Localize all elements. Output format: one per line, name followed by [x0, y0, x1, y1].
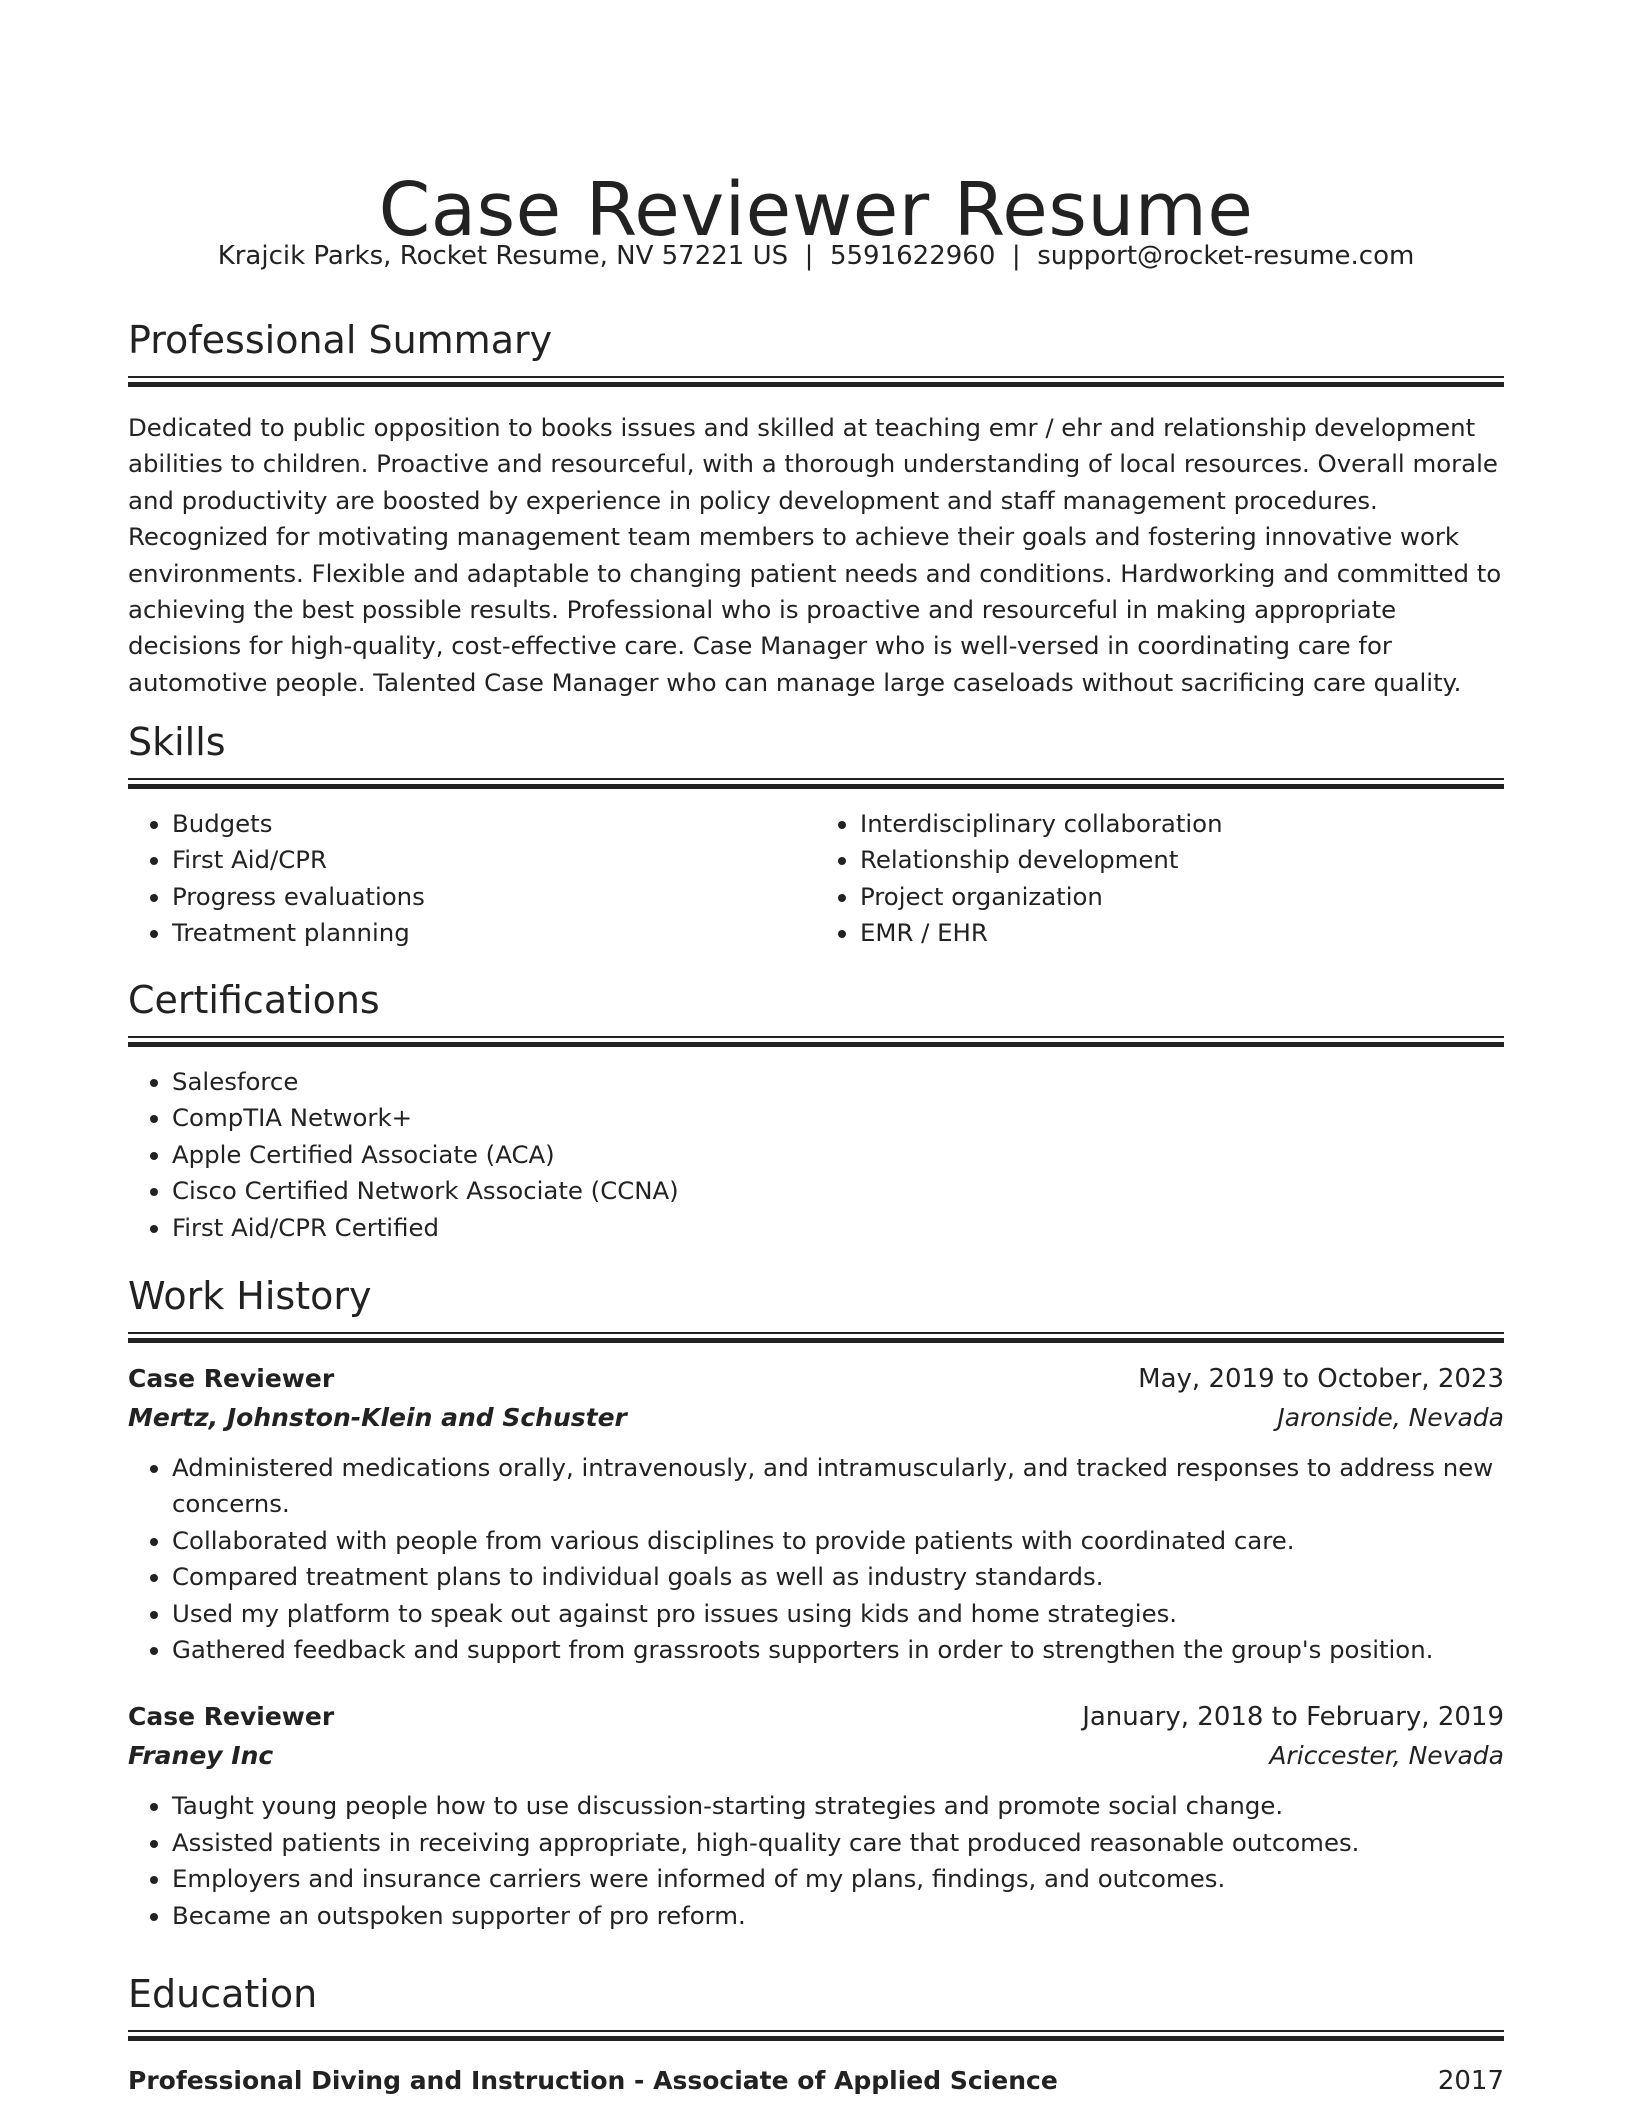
skill-item: • Interdisciplinary collaboration: [860, 806, 1504, 842]
section-summary: [128, 316, 1504, 701]
section-heading-education: Education: [128, 1972, 318, 2016]
summary-text: Dedicated to public opposition to books issues and skilled at teaching emr / ehr and relationship development abilities to children. Proactive and resourceful, with a thorough understanding of local resources. Overall morale and productivity are boosted by experience in policy development and staff management procedures. Recognized for motivating management team members to achieve their goals and fostering innovative work environments. Flexible and adaptable to changing patient needs and conditions. Hardworking and committed to achieving the best possible results. Professional who is proactive and resourceful in making appropriate decisions for high-quality, cost-effective care. Case Manager who is well-versed in coordinating care for automotive people. Talented Case Manager who can manage large caseloads without sacrificing care quality.: [128, 413, 1502, 697]
job-location: Ariccester, Nevada: [1269, 1741, 1504, 1771]
job-duty: • Compared treatment plans to individual goals as well as industry standards.: [172, 1559, 1504, 1595]
education-year: 2017: [1437, 2066, 1504, 2096]
job-duty: • Used my platform to speak out against pro issues using kids and home strategies.: [172, 1596, 1504, 1632]
certification-item: • Apple Certified Associate (ACA): [172, 1137, 1504, 1173]
job-duty: • Became an outspoken supporter of pro reform.: [172, 1898, 1504, 1934]
resume-title: Case Reviewer Resume: [378, 166, 1254, 253]
job-duty: • Administered medications orally, intravenously, and intramuscularly, and tracked responses to address new concerns.: [172, 1450, 1504, 1523]
job-subheader: [128, 1398, 1504, 1438]
job-duty: • Assisted patients in receiving appropriate, high-quality care that produced reasonable outcomes.: [172, 1825, 1504, 1861]
job-company: Mertz, Johnston-Klein and Schuster: [128, 1403, 627, 1432]
job-location: Jaronside, Nevada: [1277, 1403, 1504, 1432]
section-divider: [128, 1036, 1504, 1048]
job-title: Case Reviewer: [128, 1364, 335, 1393]
section-divider: [128, 778, 1504, 790]
skills-grid: [128, 790, 1504, 952]
skill-item: • Project organization: [860, 879, 1504, 915]
section-certifications: [128, 976, 1504, 1246]
job-header: [128, 1698, 1504, 1736]
section-work-history: [128, 1272, 1504, 1934]
skill-item: • Budgets: [172, 806, 816, 842]
section-heading-certifications: Certifications: [128, 978, 380, 1022]
job-duty: • Collaborated with people from various disciplines to provide patients with coordinated care.: [172, 1523, 1504, 1559]
education-degree: Professional Diving and Instruction - Associate of Applied Science: [128, 2066, 1058, 2095]
job-entry: [128, 1360, 1504, 1668]
certifications-list: [128, 1064, 1504, 1246]
section-skills: [128, 718, 1504, 952]
skill-item: • Progress evaluations: [172, 879, 816, 915]
job-dates: January, 2018 to February, 2019: [1082, 1702, 1504, 1733]
certification-item: • First Aid/CPR Certified: [172, 1210, 1504, 1246]
certification-item: • CompTIA Network+: [172, 1100, 1504, 1136]
section-divider: [128, 1332, 1504, 1344]
skill-item: • Treatment planning: [172, 915, 816, 951]
job-company: Franey Inc: [128, 1741, 274, 1771]
section-divider: [128, 376, 1504, 388]
certification-item: • Salesforce: [172, 1064, 1504, 1100]
job-title: Case Reviewer: [128, 1702, 335, 1732]
section-education: [128, 1970, 1504, 2100]
certification-item: • Cisco Certified Network Associate (CCNA): [172, 1173, 1504, 1209]
job-duty: • Employers and insurance carriers were informed of my plans, findings, and outcomes.: [172, 1861, 1504, 1897]
skill-item: • EMR / EHR: [860, 915, 1504, 951]
job-header: [128, 1360, 1504, 1398]
section-divider: [128, 2030, 1504, 2042]
skill-item: • Relationship development: [860, 842, 1504, 878]
contact-line: Krajcik Parks, Rocket Resume, NV 57221 US | 5591622960 | support@rocket-resume.com: [217, 241, 1415, 271]
skills-list-right: [816, 806, 1504, 952]
skills-list-left: [128, 806, 816, 952]
job-duties-list: [128, 1788, 1504, 1934]
job-dates: May, 2019 to October, 2023: [1138, 1364, 1504, 1394]
section-heading-skills: Skills: [128, 720, 226, 764]
job-subheader: [128, 1736, 1504, 1776]
job-duty: • Gathered feedback and support from grassroots supporters in order to strengthen the group's position.: [172, 1632, 1504, 1668]
job-duties-list: [128, 1450, 1504, 1668]
section-heading-work: Work History: [128, 1274, 372, 1318]
job-entry: [128, 1698, 1504, 1934]
job-duty: • Taught young people how to use discussion-starting strategies and promote social change.: [172, 1788, 1504, 1824]
section-heading-summary: Professional Summary: [128, 318, 553, 362]
skill-item: • First Aid/CPR: [172, 842, 816, 878]
education-entry: [128, 2062, 1504, 2100]
